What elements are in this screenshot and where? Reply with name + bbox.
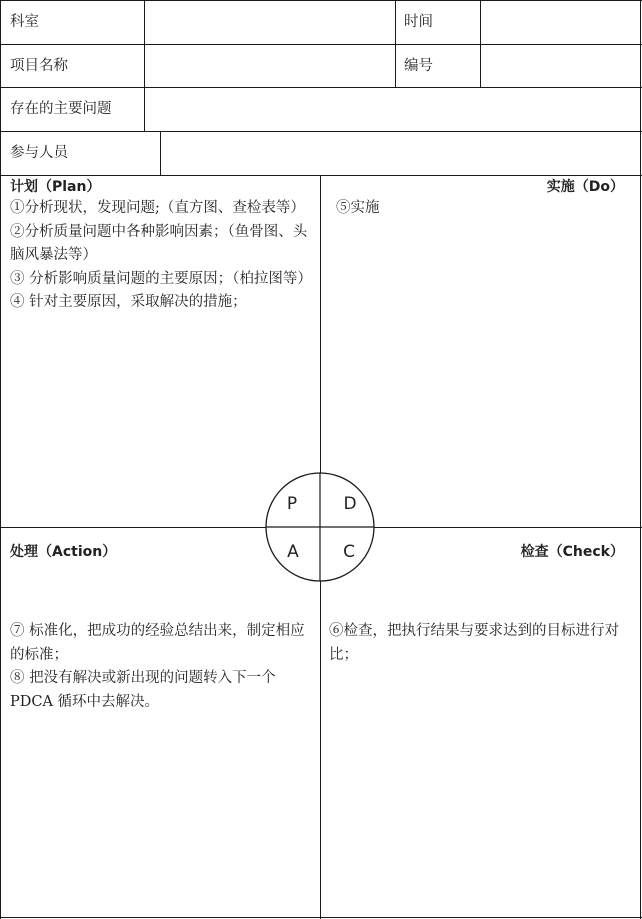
col-divider-time-value bbox=[480, 0, 481, 87]
plan-title: 计划（Plan） bbox=[10, 179, 101, 195]
do-items bbox=[336, 197, 632, 221]
row-divider-1 bbox=[0, 44, 642, 45]
check-items bbox=[329, 620, 632, 667]
action-item-2: ⑧ 把没有解决或新出现的问题转入下一个PDCA 循环中去解决。 bbox=[10, 670, 276, 710]
border-top bbox=[0, 0, 642, 1]
plan-item-4: ④ 针对主要原因，采取解决的措施； bbox=[10, 294, 247, 310]
check-title: 检查（Check） bbox=[520, 544, 624, 560]
border-left bbox=[0, 0, 1, 919]
do-item-1: ⑤实施 bbox=[336, 200, 380, 216]
row-divider-2 bbox=[0, 87, 642, 88]
row-divider-3 bbox=[0, 131, 642, 132]
plan-items bbox=[10, 197, 316, 315]
participants-label: 参与人员 bbox=[10, 145, 68, 161]
col-divider-label bbox=[144, 0, 145, 131]
action-item-1: ⑦ 标准化，把成功的经验总结出来，制定相应的标准； bbox=[10, 623, 305, 663]
main-problem-label: 存在的主要问题 bbox=[10, 101, 112, 117]
plan-item-3: ③ 分析影响质量问题的主要原因；（柏拉图等） bbox=[10, 270, 312, 287]
plan-item-2: ②分析质量问题中各种影响因素；（鱼骨图、头脑风暴法等） bbox=[10, 223, 308, 263]
quadrant-divider-right bbox=[374, 527, 642, 528]
pdca-cycle-diagram bbox=[262, 469, 378, 585]
do-title: 实施（Do） bbox=[546, 179, 624, 195]
pdca-letter-d: D bbox=[343, 494, 357, 514]
col-divider-participants bbox=[160, 131, 161, 175]
border-bottom bbox=[0, 917, 642, 918]
action-items bbox=[10, 620, 316, 714]
row-divider-4 bbox=[0, 175, 642, 176]
pdca-letter-c: C bbox=[343, 542, 355, 562]
quadrant-divider-left bbox=[0, 527, 266, 528]
pdca-letter-a: A bbox=[287, 542, 299, 562]
col-divider-time bbox=[395, 0, 396, 87]
department-label: 科室 bbox=[10, 14, 39, 30]
pdca-letter-p: P bbox=[286, 494, 298, 514]
number-label: 编号 bbox=[404, 58, 433, 74]
border-right bbox=[640, 0, 641, 919]
project-name-label: 项目名称 bbox=[10, 58, 68, 74]
check-item-1: ⑥检查，把执行结果与要求达到的目标进行对比； bbox=[329, 623, 619, 663]
time-label: 时间 bbox=[404, 14, 433, 30]
plan-item-1: ①分析现状，发现问题;（直方图、查检表等） bbox=[10, 200, 305, 216]
action-title: 处理（Action） bbox=[10, 544, 117, 560]
